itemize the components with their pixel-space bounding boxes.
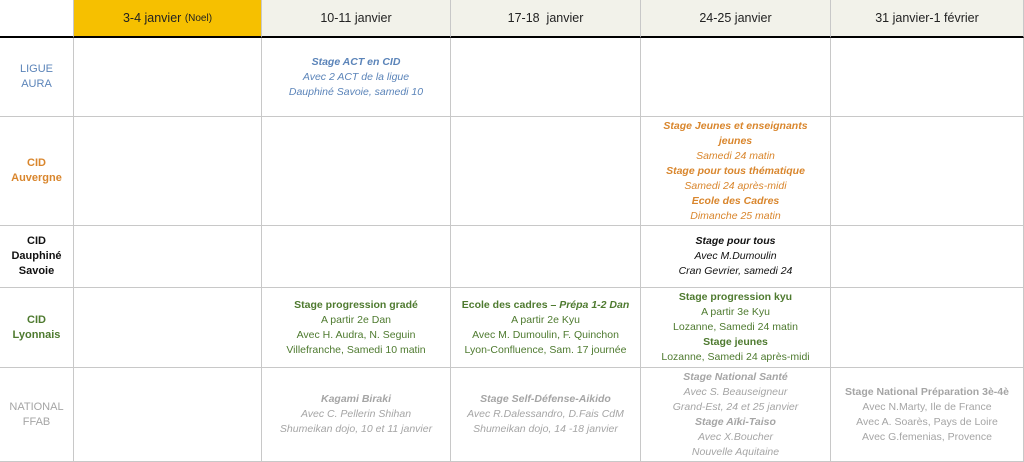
header-col1-note: (Noel) <box>184 12 213 24</box>
cell-dauphine-col3 <box>451 226 641 288</box>
event-line: Grand-Est, 24 et 25 janvier <box>672 400 799 413</box>
header-col5-label: 31 janvier-1 février <box>875 11 979 25</box>
cell-dauphine-col5 <box>831 226 1024 288</box>
header-col-24-25-janvier <box>641 0 831 38</box>
row-label-line: CID <box>27 235 46 247</box>
cell-auvergne-col1 <box>74 117 262 226</box>
event-line: Avec G.femenias, Provence <box>862 430 992 443</box>
row-label-line: LIGUE <box>19 63 53 75</box>
row-label-line: Savoie <box>18 265 55 277</box>
row-label-cid-lyonnais <box>0 288 74 368</box>
cell-aura-col2 <box>262 38 451 117</box>
cell-auvergne-col3 <box>451 117 641 226</box>
event-title: Stage jeunes <box>703 336 768 348</box>
event-title: Kagami Biraki <box>320 393 392 405</box>
event-title: Stage pour tous <box>695 235 776 247</box>
event-title: jeunes <box>718 134 753 147</box>
cell-aura-col3 <box>451 38 641 117</box>
cell-national-col4 <box>641 368 831 462</box>
event-line: Avec H. Audra, N. Seguin <box>296 328 416 341</box>
event-line: Samedi 24 après-midi <box>684 179 787 192</box>
event-line: A partir 2e Kyu <box>511 313 580 326</box>
event-line: Avec M.Dumoulin <box>694 250 777 262</box>
header-col-10-11-janvier <box>262 0 451 38</box>
header-col-31-janvier <box>831 0 1024 38</box>
row-label-line: Lyonnais <box>12 328 61 341</box>
cell-lyonnais-col3 <box>451 288 641 368</box>
cell-lyonnais-col4 <box>641 288 831 368</box>
event-line: Avec N.Marty, Ile de France <box>862 400 992 413</box>
row-label-line: AURA <box>21 78 52 90</box>
event-line: Cran Gevrier, samedi 24 <box>678 265 793 277</box>
event-title-italic: Prépa 1-2 Dan <box>559 298 630 311</box>
event-line: Villefranche, Samedi 10 matin <box>286 343 426 356</box>
event-title: Stage National Santé <box>683 370 788 383</box>
event-line: Avec A. Soarès, Pays de Loire <box>856 415 998 428</box>
event-line: A partir 2e Dan <box>320 313 392 326</box>
row-label-cid-auvergne <box>0 117 74 226</box>
event-line: Dimanche 25 matin <box>690 209 781 222</box>
row-label-line: CID <box>27 313 46 326</box>
event-line: Lozanne, Samedi 24 après-midi <box>661 351 810 363</box>
event-line: Avec C. Pellerin Shihan <box>300 408 412 420</box>
event-title: Stage pour tous thématique <box>666 164 805 177</box>
event-title: Stage Aïki-Taiso <box>695 415 776 428</box>
event-line: Samedi 24 matin <box>696 149 775 162</box>
event-line: Nouvelle Aquitaine <box>691 445 780 458</box>
header-col1-label: 3-4 janvier <box>122 11 182 25</box>
header-corner <box>0 0 74 38</box>
header-col-17-18-janvier <box>451 0 641 38</box>
cell-aura-col5 <box>831 38 1024 117</box>
event-line: Lozanne, Samedi 24 matin <box>673 321 798 333</box>
cell-national-col1 <box>74 368 262 462</box>
event-line: A partir 3e Kyu <box>701 306 770 318</box>
cell-lyonnais-col1 <box>74 288 262 368</box>
row-label-line: NATIONAL <box>9 400 64 413</box>
event-title: Stage ACT en CID <box>311 55 401 68</box>
row-label-ligue-aura <box>0 38 74 117</box>
cell-national-col3 <box>451 368 641 462</box>
header-col3-label: 17-18 janvier <box>507 11 584 25</box>
row-label-line: CID <box>27 157 46 169</box>
row-label-cid-dauphine-savoie <box>0 226 74 288</box>
row-label-line: FFAB <box>22 415 51 428</box>
event-title: Stage progression kyu <box>678 291 793 303</box>
header-col-3-4-janvier <box>74 0 262 38</box>
event-line: Shumeikan dojo, 10 et 11 janvier <box>279 423 433 435</box>
cell-dauphine-col2 <box>262 226 451 288</box>
cell-national-col2 <box>262 368 451 462</box>
cell-auvergne-col4 <box>641 117 831 226</box>
header-col2-label: 10-11 janvier <box>320 11 392 25</box>
event-title: Stage Self-Défense-Aikido <box>480 393 611 405</box>
row-label-line: Dauphiné <box>11 250 62 262</box>
event-title: Ecole des Cadres <box>691 194 780 207</box>
event-line: Dauphiné Savoie, samedi 10 <box>288 85 424 98</box>
event-title: Stage National Préparation 3è-4è <box>845 385 1009 398</box>
cell-auvergne-col2 <box>262 117 451 226</box>
event-title: Stage Jeunes et enseignants <box>663 119 808 132</box>
cell-auvergne-col5 <box>831 117 1024 226</box>
event-line: Avec S. Beauseigneur <box>683 385 788 398</box>
cell-national-col5 <box>831 368 1024 462</box>
event-title <box>462 298 630 313</box>
row-label-line: Auvergne <box>11 172 62 184</box>
event-line: Avec 2 ACT de la ligue <box>302 70 410 83</box>
event-line: Shumeikan dojo, 14 -18 janvier <box>473 423 618 435</box>
event-line: Avec X.Boucher <box>697 430 774 443</box>
header-col4-label: 24-25 janvier <box>699 11 772 25</box>
event-line: Avec R.Dalessandro, D.Fais CdM <box>467 408 624 420</box>
event-line: Avec M. Dumoulin, F. Quinchon <box>472 328 619 341</box>
cell-aura-col1 <box>74 38 262 117</box>
cell-lyonnais-col2 <box>262 288 451 368</box>
cell-dauphine-col4 <box>641 226 831 288</box>
event-line: Lyon-Confluence, Sam. 17 journée <box>464 343 627 356</box>
cell-lyonnais-col5 <box>831 288 1024 368</box>
event-title-part: Ecole des cadres – <box>461 298 560 311</box>
event-title: Stage progression gradé <box>294 298 418 311</box>
cell-dauphine-col1 <box>74 226 262 288</box>
row-label-national-ffab <box>0 368 74 462</box>
cell-aura-col4 <box>641 38 831 117</box>
